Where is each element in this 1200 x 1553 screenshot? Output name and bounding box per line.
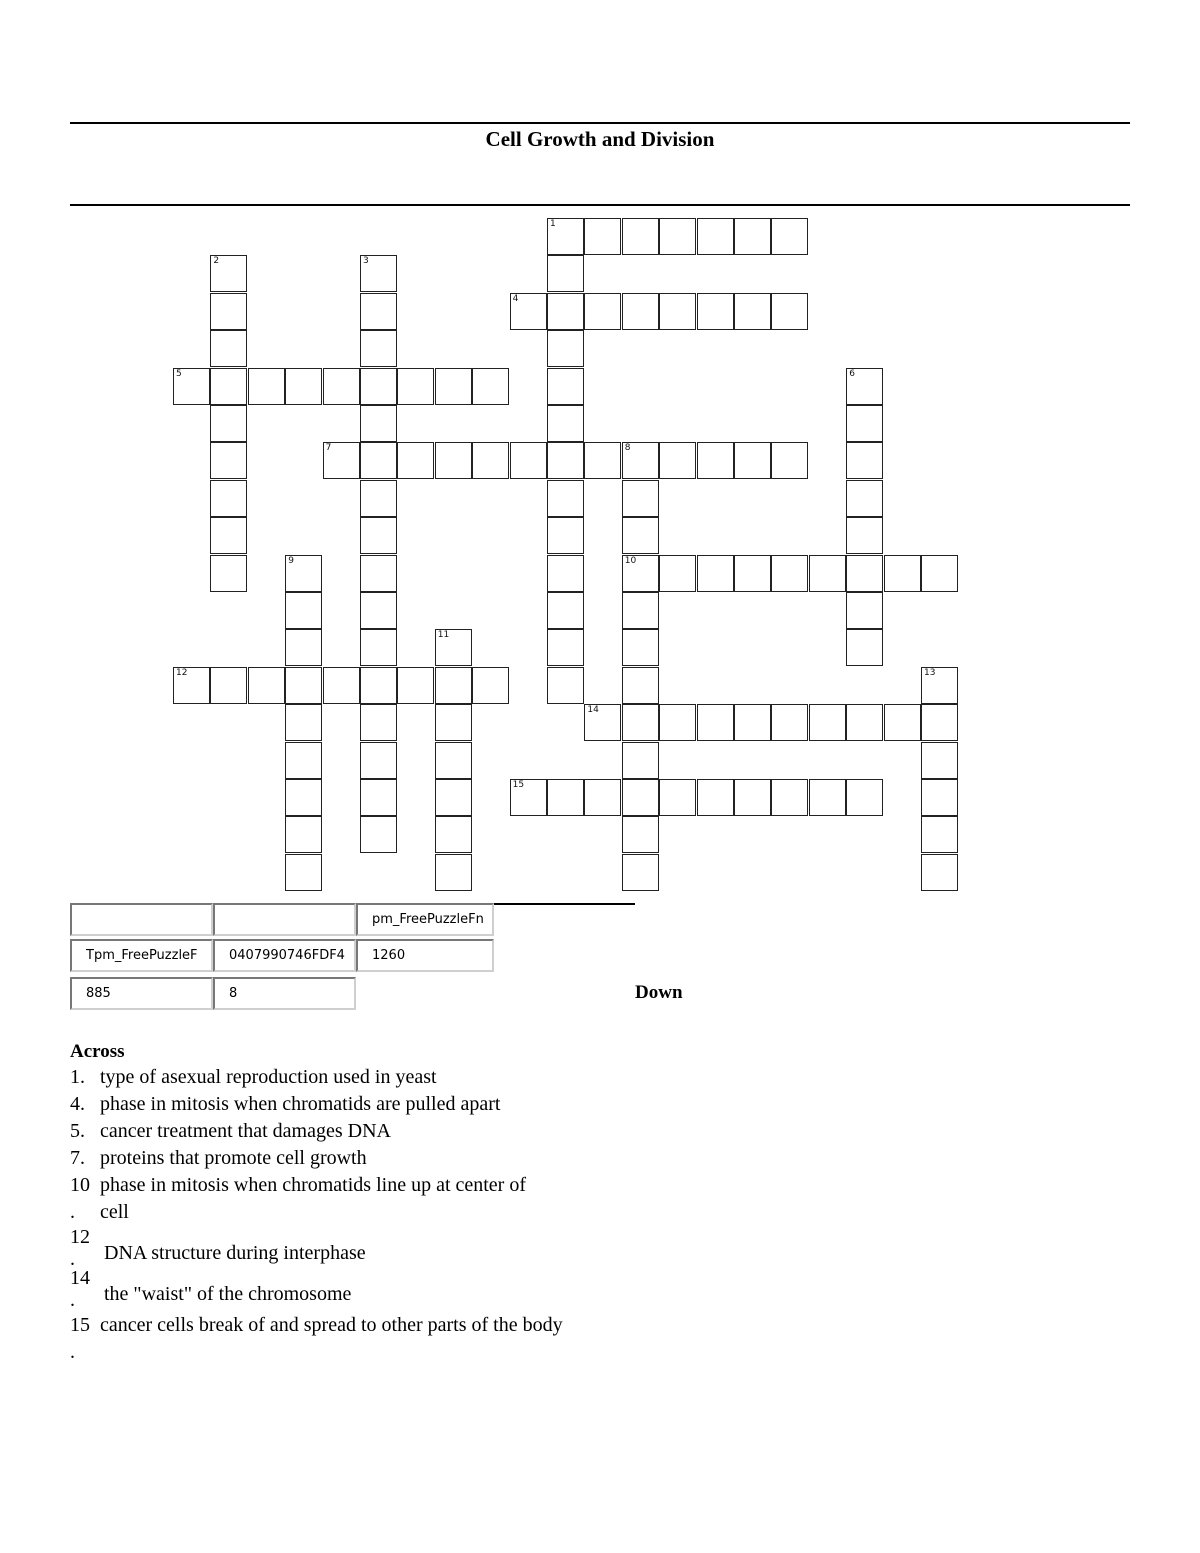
table-cell [213, 903, 356, 936]
clue-across-7 [70, 1145, 590, 1172]
crossword-cell[interactable] [547, 629, 584, 666]
table-cell [70, 903, 213, 936]
clue-number-label: 6 [849, 368, 855, 379]
crossword-cell[interactable] [622, 816, 659, 853]
table-cell: 0407990746FDF4 [213, 939, 356, 972]
crossword-cell[interactable] [921, 816, 958, 853]
crossword-cell[interactable] [547, 517, 584, 554]
crossword-cell[interactable] [397, 368, 434, 405]
crossword-cell[interactable] [846, 368, 883, 405]
crossword-cell[interactable] [547, 592, 584, 629]
across-clue-list [70, 1064, 590, 1363]
crossword-cell[interactable] [435, 854, 472, 891]
clue-number-label: 7 [325, 443, 332, 454]
crossword-cell[interactable] [435, 742, 472, 779]
clue-number: 1. [70, 1066, 85, 1088]
clue-number: 5. [70, 1120, 85, 1142]
crossword-cell[interactable] [210, 293, 247, 330]
crossword-cell[interactable] [360, 293, 397, 330]
crossword-cell[interactable] [397, 442, 434, 479]
crossword-cell[interactable] [547, 667, 584, 704]
crossword-cell[interactable] [360, 816, 397, 853]
clue-number-label: 5 [176, 368, 182, 379]
crossword-cell[interactable] [285, 667, 322, 704]
clue-number: 12 . [70, 1226, 90, 1270]
crossword-cell[interactable] [285, 629, 322, 666]
crossword-cell[interactable] [697, 779, 734, 816]
crossword-cell[interactable] [771, 293, 808, 330]
crossword-cell[interactable] [435, 779, 472, 816]
page-title: Cell Growth and Division [485, 127, 715, 151]
crossword-cell[interactable] [397, 667, 434, 704]
crossword-cell[interactable] [360, 255, 397, 292]
crossword-cell[interactable] [921, 555, 958, 592]
clue-text: the "waist" of the chromosome [104, 1283, 352, 1305]
top-rule [70, 122, 1130, 124]
crossword-cell[interactable] [360, 704, 397, 741]
crossword-cell[interactable] [659, 218, 696, 255]
crossword-cell[interactable] [510, 293, 547, 330]
metadata-table [70, 903, 570, 1015]
crossword-cell[interactable] [622, 442, 659, 479]
crossword-cell[interactable] [771, 779, 808, 816]
crossword-cell[interactable] [846, 592, 883, 629]
crossword-cell[interactable] [846, 555, 883, 592]
crossword-cell[interactable] [809, 779, 846, 816]
crossword-cell[interactable] [622, 592, 659, 629]
table-cell: pm_FreePuzzleFn [356, 903, 494, 936]
crossword-cell[interactable] [285, 779, 322, 816]
crossword-cell[interactable] [210, 480, 247, 517]
clue-across-1 [70, 1064, 590, 1091]
crossword-cell[interactable] [547, 779, 584, 816]
crossword-cell[interactable] [285, 592, 322, 629]
table-cell: 1260 [356, 939, 494, 972]
crossword-cell[interactable] [584, 704, 621, 741]
crossword-cell[interactable] [547, 218, 584, 255]
down-heading: Down [635, 982, 683, 1003]
crossword-cell[interactable] [697, 442, 734, 479]
crossword-cell[interactable] [210, 255, 247, 292]
crossword-cell[interactable] [921, 667, 958, 704]
crossword-cell[interactable] [921, 742, 958, 779]
crossword-cell[interactable] [285, 816, 322, 853]
crossword-cell[interactable] [210, 330, 247, 367]
crossword-cell[interactable] [285, 854, 322, 891]
title-bottom-rule [70, 204, 1130, 206]
clue-number-label: 12 [176, 667, 188, 678]
crossword-cell[interactable] [734, 293, 771, 330]
clue-number-label: 9 [288, 555, 294, 566]
crossword-cell[interactable] [771, 555, 808, 592]
crossword-cell[interactable] [547, 330, 584, 367]
crossword-cell[interactable] [734, 779, 771, 816]
clue-text: proteins that promote cell growth [100, 1147, 367, 1169]
crossword-cell[interactable] [360, 555, 397, 592]
table-cell: 885 [70, 977, 213, 1010]
crossword-cell[interactable] [734, 442, 771, 479]
table-cell: Tpm_FreePuzzleF [70, 939, 213, 972]
crossword-cell[interactable] [285, 742, 322, 779]
clue-text: DNA structure during interphase [104, 1242, 366, 1264]
crossword-cell[interactable] [360, 592, 397, 629]
crossword-cell[interactable] [622, 629, 659, 666]
crossword-cell[interactable] [210, 442, 247, 479]
crossword-cell[interactable] [734, 555, 771, 592]
crossword-cell[interactable] [435, 368, 472, 405]
crossword-cell[interactable] [360, 779, 397, 816]
clue-number-label: 8 [624, 443, 631, 454]
crossword-cell[interactable] [547, 368, 584, 405]
crossword-cell[interactable] [472, 368, 509, 405]
crossword-cell[interactable] [360, 368, 397, 405]
crossword-cell[interactable] [360, 629, 397, 666]
clue-number-label: 14 [587, 705, 599, 716]
clue-text: type of asexual reproduction used in yeast [100, 1066, 437, 1088]
clue-text: phase in mitosis when chromatids line up at center of cell [100, 1174, 527, 1223]
clue-number-label: 11 [437, 630, 450, 641]
crossword-cell[interactable] [846, 629, 883, 666]
clue-number: 15 . [70, 1314, 90, 1363]
crossword-cell[interactable] [435, 704, 472, 741]
crossword-cell[interactable] [697, 293, 734, 330]
crossword-cell[interactable] [472, 667, 509, 704]
crossword-cell[interactable] [846, 442, 883, 479]
crossword-cell[interactable] [584, 442, 621, 479]
crossword-cell[interactable] [584, 218, 621, 255]
crossword-cell[interactable] [622, 517, 659, 554]
crossword-cell[interactable] [846, 779, 883, 816]
clue-number: 14 . [70, 1267, 90, 1311]
clue-across-12 [70, 1226, 590, 1270]
clue-across-10 [70, 1172, 590, 1226]
crossword-cell[interactable] [622, 742, 659, 779]
clue-number: 4. [70, 1093, 85, 1115]
crossword-cell[interactable] [210, 405, 247, 442]
crossword-cell[interactable] [360, 442, 397, 479]
crossword-cell[interactable] [622, 218, 659, 255]
across-heading: Across [70, 1041, 125, 1062]
crossword-cell[interactable] [173, 667, 210, 704]
clue-number-label: 1 [550, 219, 556, 229]
clue-text: phase in mitosis when chromatids are pulled apart [100, 1093, 501, 1115]
crossword-cell[interactable] [248, 368, 285, 405]
crossword-cell[interactable] [622, 854, 659, 891]
crossword-cell[interactable] [360, 405, 397, 442]
crossword-cell[interactable] [921, 704, 958, 741]
crossword-cell[interactable] [846, 704, 883, 741]
clue-number-label: 3 [363, 256, 369, 267]
clue-number: 7. [70, 1147, 85, 1169]
crossword-cell[interactable] [771, 218, 808, 255]
crossword-cell[interactable] [697, 704, 734, 741]
crossword-cell[interactable] [285, 704, 322, 741]
crossword-cell[interactable] [547, 555, 584, 592]
clue-across-14 [70, 1267, 590, 1311]
crossword-cell[interactable] [809, 704, 846, 741]
clue-number-label: 4 [512, 293, 519, 304]
crossword-cell[interactable] [659, 293, 696, 330]
crossword-cell[interactable] [210, 517, 247, 554]
crossword-cell[interactable] [510, 442, 547, 479]
clue-number-label: 15 [512, 780, 525, 790]
crossword-cell[interactable] [435, 667, 472, 704]
crossword-cell[interactable] [360, 517, 397, 554]
crossword-cell[interactable] [622, 667, 659, 704]
crossword-cell[interactable] [323, 667, 360, 704]
crossword-cell[interactable] [323, 442, 360, 479]
crossword-cell[interactable] [771, 442, 808, 479]
crossword-cell[interactable] [846, 405, 883, 442]
clue-text: cancer treatment that damages DNA [100, 1120, 391, 1142]
crossword-cell[interactable] [584, 779, 621, 816]
clue-across-15 [70, 1312, 590, 1363]
crossword-cell[interactable] [435, 629, 472, 666]
crossword-cell[interactable] [921, 779, 958, 816]
crossword-cell[interactable] [622, 293, 659, 330]
crossword-cell[interactable] [659, 555, 696, 592]
clue-number: 10 . [70, 1174, 90, 1223]
crossword-cell[interactable] [173, 368, 210, 405]
crossword-cell[interactable] [360, 667, 397, 704]
clue-across-5 [70, 1118, 590, 1145]
crossword-cell[interactable] [697, 555, 734, 592]
crossword-cell[interactable] [248, 667, 285, 704]
crossword-cell[interactable] [435, 816, 472, 853]
crossword-cell[interactable] [547, 293, 584, 330]
crossword-cell[interactable] [472, 442, 509, 479]
crossword-cell[interactable] [547, 442, 584, 479]
clue-across-4 [70, 1091, 590, 1118]
crossword-cell[interactable] [547, 255, 584, 292]
crossword-cell[interactable] [771, 704, 808, 741]
crossword-cell[interactable] [285, 555, 322, 592]
crossword-cell[interactable] [734, 704, 771, 741]
crossword-grid [70, 208, 1060, 904]
crossword-cell[interactable] [622, 555, 659, 592]
crossword-cell[interactable] [659, 442, 696, 479]
crossword-cell[interactable] [884, 555, 921, 592]
clue-number-label: 2 [213, 256, 220, 267]
crossword-cell[interactable] [734, 218, 771, 255]
crossword-cell[interactable] [323, 368, 360, 405]
crossword-cell[interactable] [210, 555, 247, 592]
crossword-cell[interactable] [547, 480, 584, 517]
crossword-cell[interactable] [622, 704, 659, 741]
clue-text: cancer cells break of and spread to other parts of the body [100, 1314, 563, 1336]
crossword-cell[interactable] [547, 405, 584, 442]
crossword-cell[interactable] [884, 704, 921, 741]
crossword-cell[interactable] [360, 330, 397, 367]
crossword-cell[interactable] [846, 480, 883, 517]
table-cell: 8 [213, 977, 356, 1010]
crossword-cell[interactable] [360, 480, 397, 517]
crossword-cell[interactable] [435, 442, 472, 479]
crossword-cell[interactable] [809, 555, 846, 592]
crossword-cell[interactable] [210, 667, 247, 704]
crossword-cell[interactable] [510, 779, 547, 816]
crossword-cell[interactable] [360, 742, 397, 779]
crossword-cell[interactable] [659, 704, 696, 741]
crossword-cell[interactable] [659, 779, 696, 816]
crossword-cell[interactable] [846, 517, 883, 554]
crossword-cell[interactable] [622, 779, 659, 816]
crossword-cell[interactable] [210, 368, 247, 405]
crossword-cell[interactable] [285, 368, 322, 405]
crossword-cell[interactable] [622, 480, 659, 517]
clue-number-label: 10 [624, 555, 637, 566]
clue-number-label: 13 [924, 667, 936, 678]
crossword-cell[interactable] [584, 293, 621, 330]
crossword-cell[interactable] [697, 218, 734, 255]
crossword-cell[interactable] [921, 854, 958, 891]
